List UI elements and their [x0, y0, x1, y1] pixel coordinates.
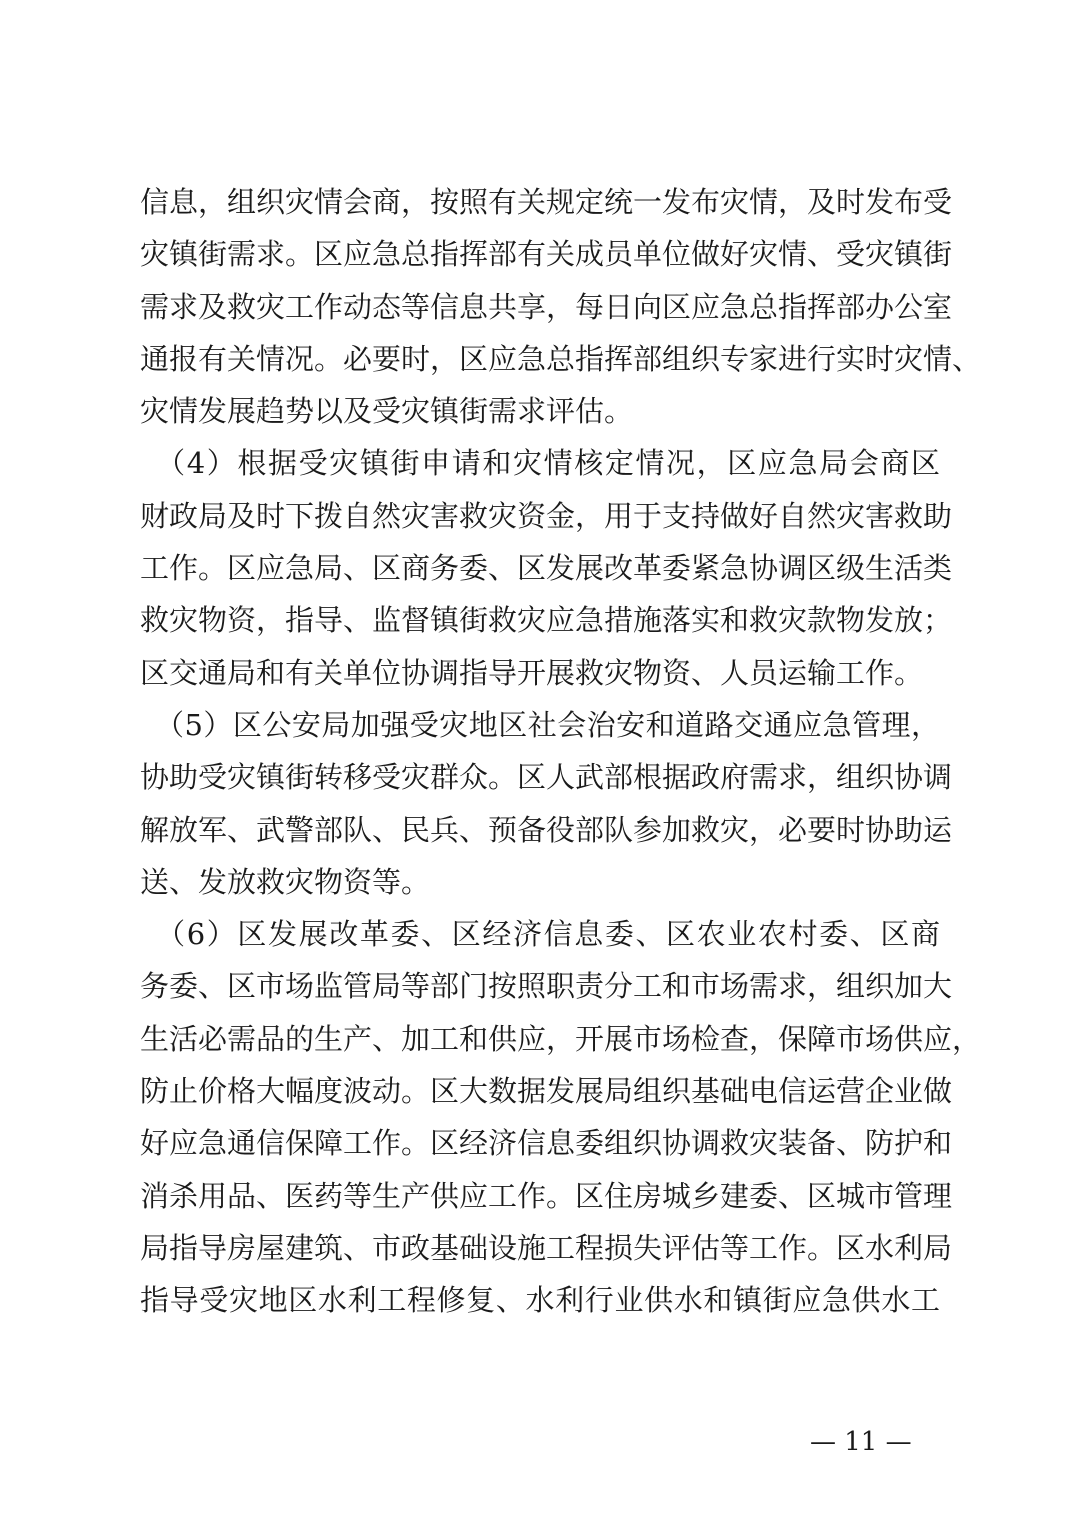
text-line: 消杀用品、医药等生产供应工作。区住房城乡建委、区城市管理	[140, 1178, 953, 1213]
text-line: 灾情发展趋势以及受灾镇街需求评估。	[140, 394, 634, 429]
text-line: 指导受灾地区水利工程修复、水利行业供水和镇街应急供水工	[140, 1283, 940, 1318]
text-line: （6）区发展改革委、区经济信息委、区农业农村委、区商	[140, 917, 940, 952]
text-line: 救灾物资，指导、监督镇街救灾应急措施落实和救灾款物发放；	[140, 603, 953, 638]
text-line: 协助受灾镇街转移受灾群众。区人武部根据政府需求，组织协调	[140, 760, 953, 795]
page-number: — 11 —	[810, 1427, 912, 1457]
text-line: 好应急通信保障工作。区经济信息委组织协调救灾装备、防护和	[140, 1126, 953, 1161]
text-line: 防止价格大幅度波动。区大数据发展局组织基础电信运营企业做	[140, 1074, 953, 1109]
text-line: （5）区公安局加强受灾地区社会治安和道路交通应急管理，	[140, 707, 940, 742]
text-line: 信息，组织灾情会商，按照有关规定统一发布灾情，及时发布受	[140, 185, 953, 219]
text-line: 局指导房屋建筑、市政基础设施工程损失评估等工作。区水利局	[140, 1230, 953, 1265]
text-line: 区交通局和有关单位协调指导开展救灾物资、人员运输工作。	[140, 655, 924, 690]
text-line: 生活必需品的生产、加工和供应，开展市场检查，保障市场供应，	[140, 1021, 982, 1056]
text-line: 解放军、武警部队、民兵、预备役部队参加救灾，必要时协助运	[140, 812, 953, 847]
body-text	[140, 176, 982, 1327]
text-line: 需求及救灾工作动态等信息共享，每日向区应急总指挥部办公室	[140, 289, 953, 324]
text-line: 灾镇街需求。区应急总指挥部有关成员单位做好灾情、受灾镇街	[140, 237, 953, 272]
text-line: 工作。区应急局、区商务委、区发展改革委紧急协调区级生活类	[140, 551, 953, 586]
text-line: 财政局及时下拨自然灾害救灾资金，用于支持做好自然灾害救助	[140, 498, 953, 533]
text-line: （4）根据受灾镇街申请和灾情核定情况，区应急局会商区	[140, 446, 940, 481]
text-line: 通报有关情况。必要时，区应急总指挥部组织专家进行实时灾情、	[140, 341, 982, 376]
text-line: 送、发放救灾物资等。	[140, 864, 431, 899]
text-line: 务委、区市场监管局等部门按照职责分工和市场需求，组织加大	[140, 969, 953, 1004]
